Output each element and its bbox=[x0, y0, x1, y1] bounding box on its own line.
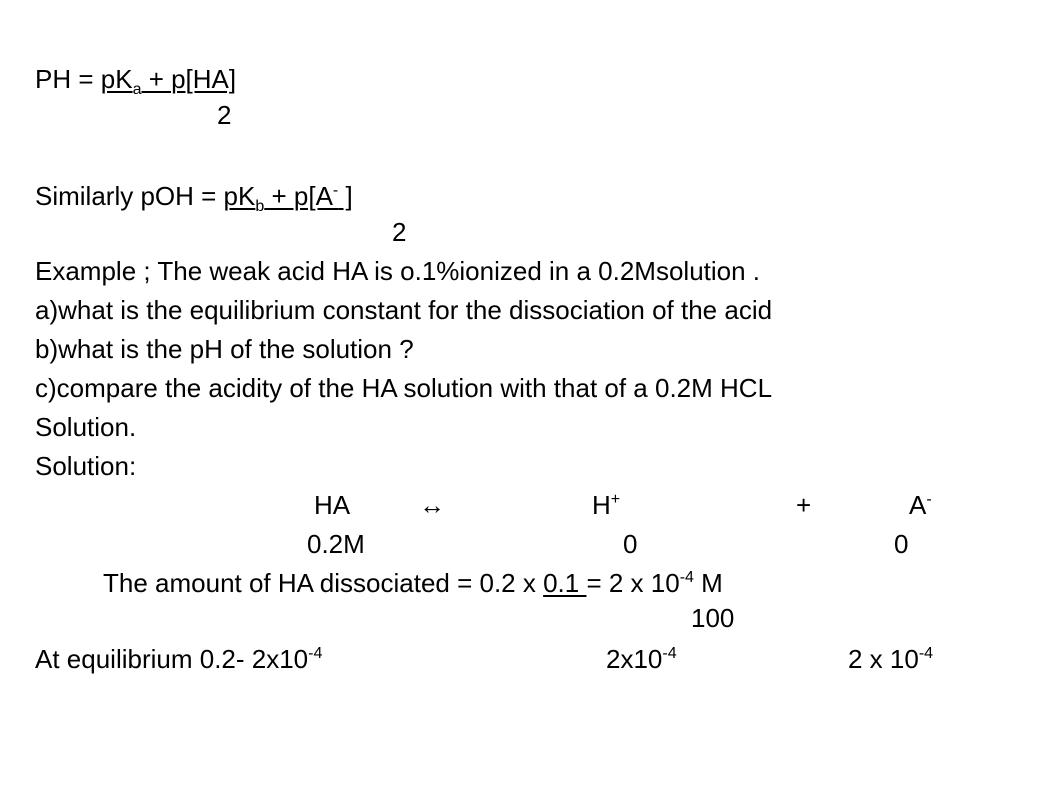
species-h bbox=[592, 492, 620, 518]
poh-pk-subscript: b bbox=[255, 198, 265, 215]
equilibrium-a bbox=[848, 646, 933, 672]
initial-ha: 0.2M bbox=[307, 529, 365, 559]
dissociated-exponent: -4 bbox=[679, 569, 694, 586]
poh-formula-numerator bbox=[223, 181, 353, 215]
species-a bbox=[909, 492, 932, 518]
species-ha: HA bbox=[314, 490, 351, 520]
equilibrium-h bbox=[606, 646, 677, 672]
equilibrium-a-text: 2 x 10 bbox=[848, 644, 919, 674]
dissociated-text: The amount of HA dissociated = 0.2 x bbox=[103, 568, 544, 598]
initial-a: 0 bbox=[894, 529, 909, 559]
example-part-c-continued: Solution. bbox=[35, 412, 137, 442]
equilibrium-ha-text: At equilibrium 0.2- 2x10 bbox=[35, 644, 309, 674]
poh-formula-denominator: 2 bbox=[392, 217, 407, 247]
poh-formula-lhs: Similarly pOH = bbox=[35, 181, 224, 211]
species-a-charge: - bbox=[926, 491, 932, 508]
initial-h: 0 bbox=[623, 529, 638, 559]
species-plus: + bbox=[796, 490, 812, 520]
ph-formula-numerator bbox=[100, 64, 237, 98]
dissociated-numerator: 0.1 bbox=[543, 568, 587, 598]
equilibrium-arrow: ↔ bbox=[419, 490, 445, 520]
poh-bracket-text: ] bbox=[338, 181, 353, 211]
species-h-charge: + bbox=[610, 491, 621, 508]
poh-pa-superscript: - bbox=[332, 182, 339, 199]
example-part-c: c)compare the acidity of the HA solution with that of a 0.2M HCL bbox=[35, 373, 773, 403]
dissociated-amount-line bbox=[103, 570, 723, 596]
example-intro: Example ; The weak acid HA is o.1%ionized in a 0.2Msolution . bbox=[35, 256, 761, 286]
ph-pk-subscript: a bbox=[132, 81, 142, 98]
species-h-text: H bbox=[592, 490, 611, 520]
ph-formula-numerator-line bbox=[35, 64, 237, 98]
equilibrium-h-text: 2x10 bbox=[606, 644, 663, 674]
example-part-b: b)what is the pH of the solution ? bbox=[35, 334, 414, 364]
dissociated-denominator: 100 bbox=[691, 603, 735, 633]
dissociated-result: = 2 x 10 bbox=[586, 568, 680, 598]
species-a-text: A bbox=[909, 490, 927, 520]
solution-heading: Solution: bbox=[35, 451, 137, 481]
equilibrium-ha-exponent: -4 bbox=[308, 645, 323, 662]
equilibrium-h-exponent: -4 bbox=[662, 645, 677, 662]
equilibrium-ha bbox=[35, 646, 322, 672]
ph-formula-denominator: 2 bbox=[217, 100, 232, 130]
example-part-a: a)what is the equilibrium constant for the dissociation of the acid bbox=[35, 295, 773, 325]
poh-pk-text: pK bbox=[223, 181, 256, 211]
poh-pa-text: + p[A bbox=[264, 181, 333, 211]
dissociated-unit: M bbox=[693, 568, 723, 598]
ph-pha-text: + p[HA] bbox=[141, 64, 237, 94]
poh-formula-numerator-line bbox=[35, 181, 353, 215]
ph-formula-lhs: PH = bbox=[35, 64, 101, 94]
ph-pk-text: pK bbox=[100, 64, 133, 94]
equilibrium-a-exponent: -4 bbox=[918, 645, 934, 662]
